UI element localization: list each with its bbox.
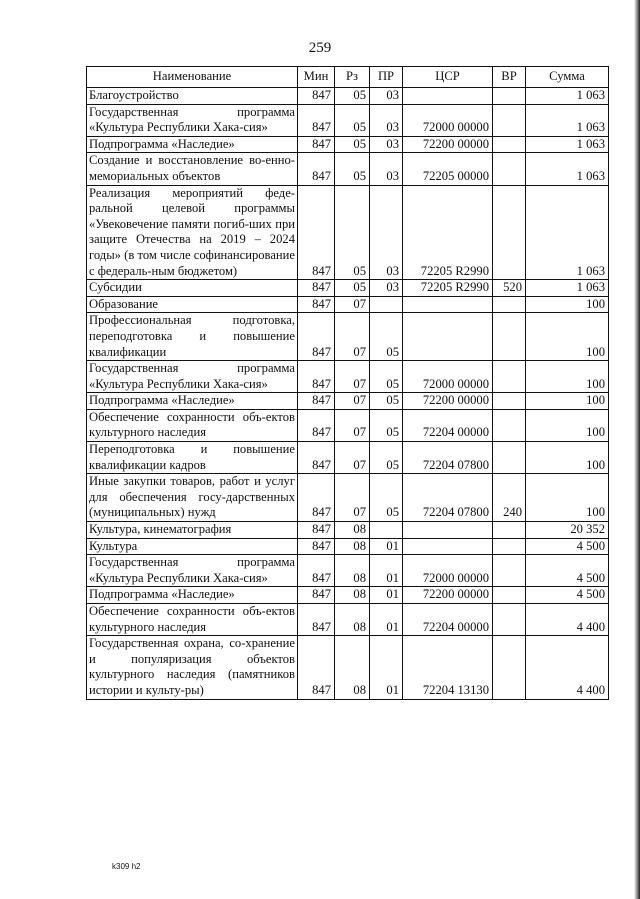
row-sum: 1 063 [526,153,609,185]
row-sum: 1 063 [526,136,609,153]
row-name: Благоустройство [87,88,298,105]
row-csr [403,538,493,555]
row-rz: 05 [335,136,370,153]
row-rz: 07 [335,474,370,522]
row-sum: 4 400 [526,636,609,699]
table-row [87,296,609,313]
header-csr: ЦСР [403,67,493,88]
row-name: Иные закупки товаров, работ и услуг для обеспечения госу-дарственных (муниципальных) нужд [87,474,298,522]
row-rz: 07 [335,442,370,474]
table-row [87,88,609,105]
row-csr [403,88,493,105]
row-vr [493,522,526,539]
row-pr: 01 [370,587,403,604]
row-min: 847 [298,136,335,153]
table-row [87,361,609,393]
row-csr: 72204 07800 [403,474,493,522]
table-row [87,409,609,441]
row-vr: 520 [493,280,526,297]
row-min: 847 [298,555,335,587]
table-row [87,104,609,136]
table-row [87,136,609,153]
row-min: 847 [298,104,335,136]
row-min: 847 [298,522,335,539]
row-vr [493,442,526,474]
row-pr: 05 [370,474,403,522]
row-name: Переподготовка и повышение квалификации кадров [87,442,298,474]
row-min: 847 [298,636,335,699]
header-pr: ПР [370,67,403,88]
row-min: 847 [298,538,335,555]
row-min: 847 [298,474,335,522]
row-csr [403,522,493,539]
row-rz: 08 [335,604,370,636]
header-sum: Сумма [526,67,609,88]
row-name: Профессиональная подготовка, переподготовка и повышение квалификации [87,313,298,361]
row-pr: 05 [370,442,403,474]
row-pr: 03 [370,104,403,136]
row-name: Создание и восстановление во-енно-мемориальных объектов [87,153,298,185]
row-csr: 72200 00000 [403,136,493,153]
row-vr [493,604,526,636]
row-min: 847 [298,604,335,636]
row-min: 847 [298,393,335,410]
row-vr [493,185,526,280]
row-sum: 100 [526,409,609,441]
table-row [87,522,609,539]
row-min: 847 [298,153,335,185]
row-pr: 05 [370,393,403,410]
row-rz: 05 [335,153,370,185]
row-pr: 05 [370,361,403,393]
row-min: 847 [298,442,335,474]
row-min: 847 [298,313,335,361]
row-name: Субсидии [87,280,298,297]
row-vr [493,153,526,185]
table-row [87,636,609,699]
row-name: Государственная программа «Культура Республики Хака-сия» [87,555,298,587]
row-pr [370,296,403,313]
row-sum: 100 [526,393,609,410]
row-sum: 20 352 [526,522,609,539]
budget-table-wrapper [86,66,608,700]
row-rz: 05 [335,280,370,297]
row-rz: 07 [335,409,370,441]
table-row [87,442,609,474]
row-csr: 72000 00000 [403,104,493,136]
row-pr: 01 [370,604,403,636]
scan-edge-shadow [634,0,640,899]
row-csr: 72204 07800 [403,442,493,474]
row-sum: 100 [526,313,609,361]
row-sum: 1 063 [526,185,609,280]
row-name: Культура, кинематография [87,522,298,539]
budget-table [86,66,609,700]
row-rz: 07 [335,393,370,410]
row-name: Реализация мероприятий феде-ральной целевой программы «Увековечение памяти погиб-ших при защите Отечества на 2019 – 2024 годы» (в том числе софинансирование с федераль-ным бюджетом) [87,185,298,280]
row-rz: 08 [335,538,370,555]
row-csr [403,296,493,313]
row-min: 847 [298,587,335,604]
row-vr [493,636,526,699]
row-csr [403,313,493,361]
row-vr [493,136,526,153]
row-min: 847 [298,409,335,441]
table-row [87,313,609,361]
row-min: 847 [298,361,335,393]
table-row [87,538,609,555]
row-csr: 72205 R2990 [403,185,493,280]
row-rz: 08 [335,522,370,539]
page-number: 259 [308,40,332,56]
row-name: Государственная программа «Культура Республики Хака-сия» [87,104,298,136]
table-row [87,474,609,522]
table-row [87,280,609,297]
row-sum: 100 [526,296,609,313]
table-header-row [87,67,609,88]
row-name: Государственная охрана, со-хранение и популяризация объектов культурного наследия (памятников истории и культу-ры) [87,636,298,699]
row-pr: 05 [370,313,403,361]
row-rz: 07 [335,296,370,313]
row-sum: 4 500 [526,587,609,604]
row-sum: 1 063 [526,280,609,297]
row-csr: 72000 00000 [403,361,493,393]
row-csr: 72000 00000 [403,555,493,587]
row-vr [493,88,526,105]
row-min: 847 [298,185,335,280]
row-sum: 100 [526,361,609,393]
row-sum: 4 500 [526,538,609,555]
header-name: Наименование [87,67,298,88]
row-rz: 08 [335,555,370,587]
row-name: Образование [87,296,298,313]
row-vr [493,104,526,136]
table-row [87,604,609,636]
row-pr: 03 [370,280,403,297]
row-sum: 100 [526,442,609,474]
row-vr [493,587,526,604]
row-pr: 05 [370,409,403,441]
row-name: Подпрограмма «Наследие» [87,587,298,604]
row-name: Подпрограмма «Наследие» [87,136,298,153]
row-pr: 01 [370,555,403,587]
table-row [87,153,609,185]
table-body [87,88,609,700]
row-pr: 03 [370,185,403,280]
row-csr: 72205 R2990 [403,280,493,297]
row-vr: 240 [493,474,526,522]
row-pr: 01 [370,636,403,699]
row-min: 847 [298,88,335,105]
row-rz: 05 [335,104,370,136]
table-row [87,587,609,604]
row-csr: 72204 00000 [403,604,493,636]
row-vr [493,409,526,441]
row-rz: 05 [335,88,370,105]
row-vr [493,361,526,393]
row-sum: 1 063 [526,104,609,136]
row-name: Подпрограмма «Наследие» [87,393,298,410]
row-sum: 4 500 [526,555,609,587]
row-rz: 07 [335,313,370,361]
row-pr [370,522,403,539]
row-csr: 72200 00000 [403,587,493,604]
row-sum: 100 [526,474,609,522]
header-min: Мин [298,67,335,88]
row-name: Государственная программа «Культура Республики Хака-сия» [87,361,298,393]
row-vr [493,393,526,410]
row-csr: 72205 00000 [403,153,493,185]
row-csr: 72200 00000 [403,393,493,410]
row-min: 847 [298,280,335,297]
row-csr: 72204 13130 [403,636,493,699]
row-sum: 1 063 [526,88,609,105]
row-pr: 03 [370,153,403,185]
row-pr: 01 [370,538,403,555]
row-pr: 03 [370,88,403,105]
header-vr: ВР [493,67,526,88]
row-vr [493,313,526,361]
row-vr [493,538,526,555]
table-row [87,555,609,587]
row-min: 847 [298,296,335,313]
row-vr [493,296,526,313]
row-vr [493,555,526,587]
table-row [87,185,609,280]
row-name: Культура [87,538,298,555]
row-pr: 03 [370,136,403,153]
table-row [87,393,609,410]
row-rz: 07 [335,361,370,393]
row-rz: 08 [335,587,370,604]
footer-code: k309 h2 [112,862,141,871]
row-rz: 05 [335,185,370,280]
row-rz: 08 [335,636,370,699]
row-sum: 4 400 [526,604,609,636]
row-csr: 72204 00000 [403,409,493,441]
row-name: Обеспечение сохранности объ-ектов культурного наследия [87,409,298,441]
header-rz: Рз [335,67,370,88]
row-name: Обеспечение сохранности объ-ектов культурного наследия [87,604,298,636]
